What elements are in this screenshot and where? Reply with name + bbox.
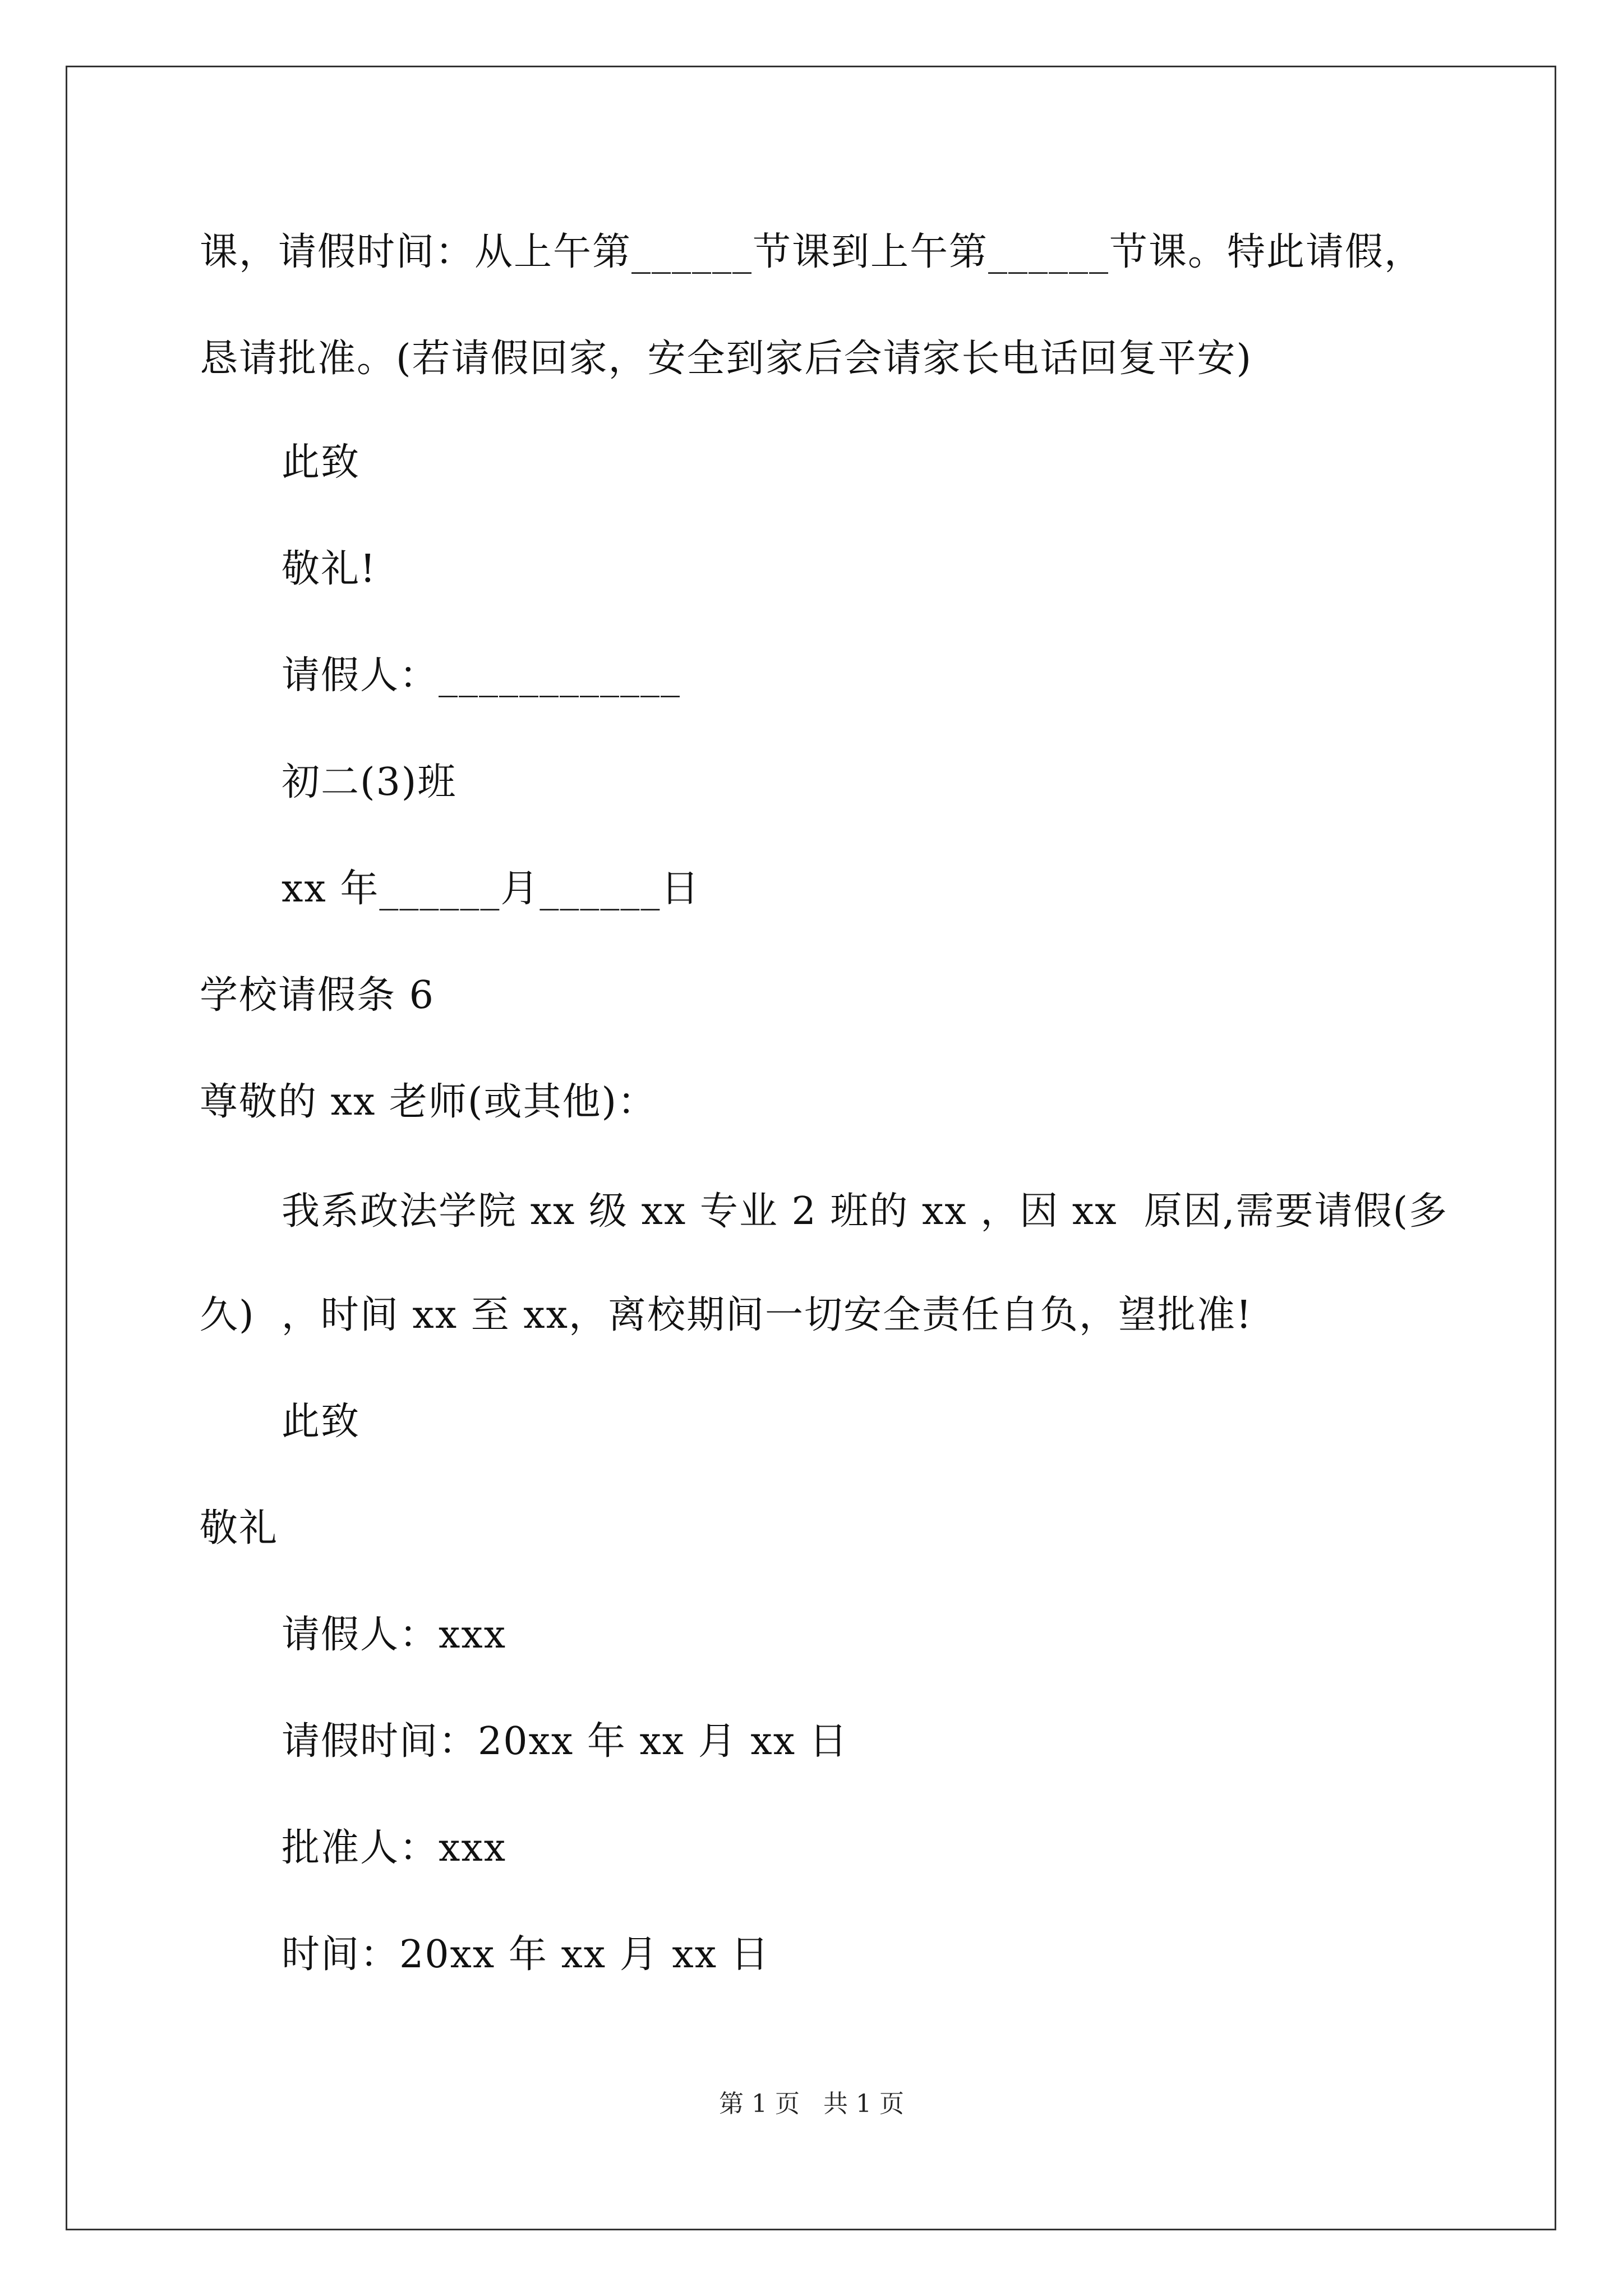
approver-line: 批准人：xxx [282, 1826, 507, 1870]
section-title: 学校请假条 6 [200, 973, 435, 1018]
applicant-line: 请假人：xxx [282, 1613, 507, 1657]
approval-date-line: 时间：20xx 年 xx 月 xx 日 [282, 1932, 770, 1977]
page-border [66, 66, 1556, 2230]
salutation-line: 此致 [282, 440, 361, 485]
page-indicator: 第 1 页 共 1 页 [719, 2090, 904, 2118]
applicant-line: 请假人：____________ [282, 654, 681, 698]
leave-date-line: 请假时间：20xx 年 xx 月 xx 日 [282, 1719, 849, 1764]
class-line: 初二(3)班 [282, 760, 457, 804]
date-line: xx 年______月______日 [282, 867, 700, 911]
salutation-line: 此致 [282, 1400, 361, 1444]
greeting-line: 尊敬的 xx 老师(或其他)： [200, 1080, 657, 1124]
paragraph-line: 久) ，时间 xx 至 xx，离校期间一切安全责任自负，望批准! [200, 1293, 1253, 1337]
closing-line: 敬礼! [282, 547, 377, 591]
closing-line: 敬礼 [200, 1506, 279, 1550]
paragraph-line: 恳请批准。(若请假回家，安全到家后会请家长电话回复平安) [200, 337, 1253, 381]
paragraph-line: 课，请假时间：从上午第______节课到上午第______节课。特此请假， [200, 230, 1424, 274]
paragraph-line: 我系政法学院 xx 级 xx 专业 2 班的 xx ，因 xx 原因,需要请假(多 [282, 1189, 1448, 1234]
